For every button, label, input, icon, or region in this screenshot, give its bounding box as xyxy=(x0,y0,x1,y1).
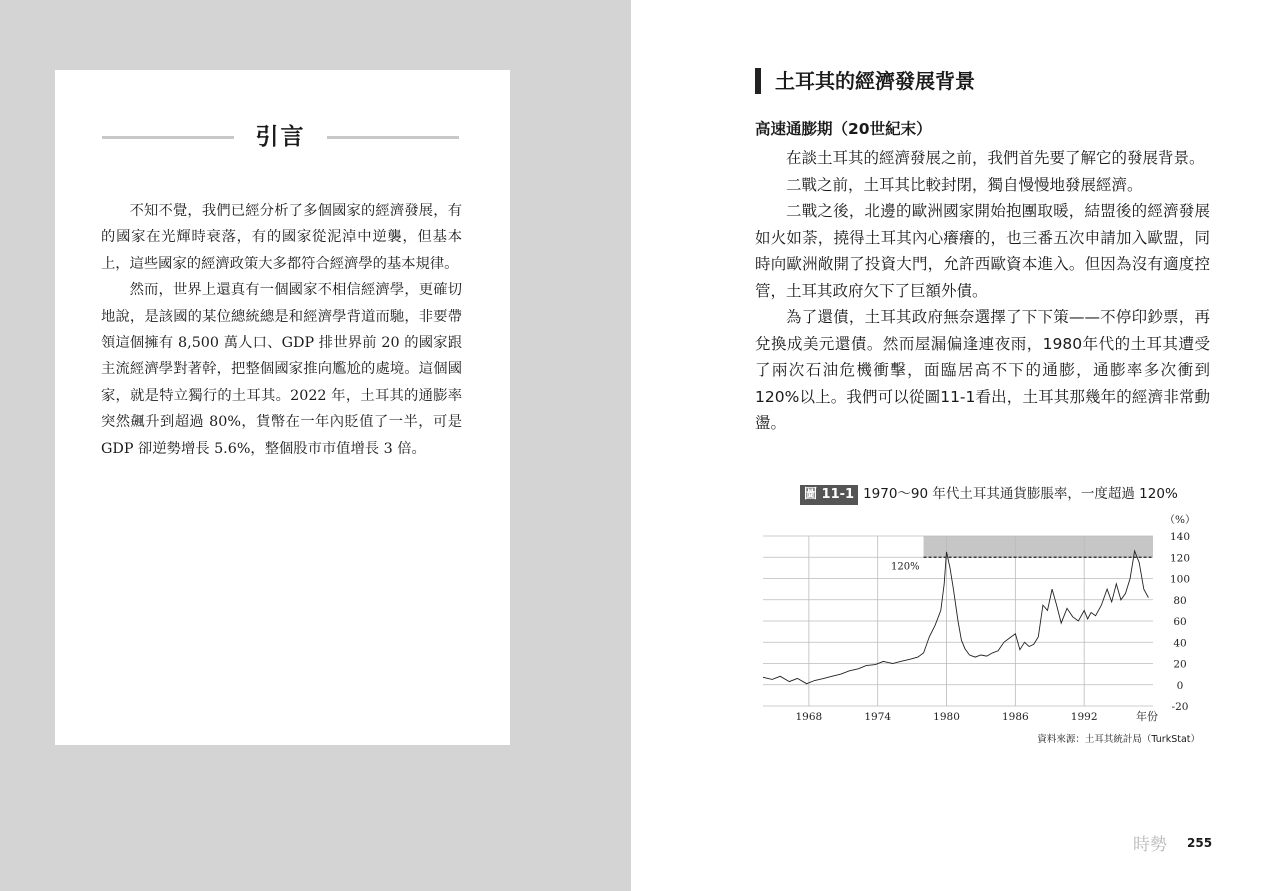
y-tick-label: 100 xyxy=(1169,573,1191,586)
y-tick-label: 40 xyxy=(1173,637,1187,650)
section-title: 土耳其的經濟發展背景 xyxy=(755,68,975,94)
intro-paragraph: 然而，世界上還真有一個國家不相信經濟學，更確切地說，是該國的某位總統總是和經濟學背道而馳，非要帶領這個擁有 8,500 萬人口、GDP 排世界前 20 的國家跟主流經濟學對著幹，把整個國家推向尷尬的處境。這個國家，就是特立獨行的土耳其。2022 年，土耳其的通膨率突然飆升到超過 80%，貨幣在一年內貶值了一半，可是 GDP 卻逆勢增長 5.6%，整個股市市值增長 3 倍。 xyxy=(101,282,462,457)
publisher-mark: 時勢 xyxy=(1133,835,1167,855)
x-tick-label: 1986 xyxy=(1001,711,1029,723)
x-tick-label: 1974 xyxy=(864,711,892,723)
intro-heading xyxy=(102,122,459,152)
section-subtitle: 高速通膨期（20世紀末） xyxy=(755,120,932,138)
figure-tag: 圖 11-1 xyxy=(800,485,858,505)
y-tick-label: -20 xyxy=(1171,701,1189,713)
y-axis-unit: （%） xyxy=(1164,514,1196,526)
figure-caption xyxy=(800,484,1220,505)
inflation-chart xyxy=(755,507,1215,729)
body-paragraph: 二戰之前，土耳其比較封閉，獨自慢慢地發展經濟。 xyxy=(786,175,1143,194)
x-tick-label: 1980 xyxy=(933,711,960,723)
y-tick-label: 80 xyxy=(1173,594,1187,607)
intro-body xyxy=(101,198,462,462)
figure-caption-text: 1970～90 年代土耳其通貨膨脹率，一度超過 120% xyxy=(863,486,1178,502)
heading-rule-right xyxy=(327,136,459,139)
threshold-band xyxy=(924,536,1153,557)
heading-rule-left xyxy=(102,136,234,139)
intro-paragraph: 不知不覺，我們已經分析了多個國家的經濟發展，有的國家在光輝時衰落，有的國家從泥淖中逆襲，但基本上，這些國家的經濟政策大多都符合經濟學的基本規律。 xyxy=(101,203,462,272)
page-number: 255 xyxy=(1187,836,1213,850)
x-axis-label: 年份 xyxy=(1136,710,1158,723)
threshold-label: 120% xyxy=(890,561,920,573)
intro-card xyxy=(55,70,510,745)
y-tick-label: 20 xyxy=(1173,658,1187,671)
body-paragraph: 在談土耳其的經濟發展之前，我們首先要了解它的發展背景。 xyxy=(786,149,1205,167)
section-body xyxy=(755,145,1210,437)
body-paragraph: 二戰之後，北邊的歐洲國家開始抱團取暖，結盟後的經濟發展如火如荼，撓得土耳其內心癢癢的，也三番五次申請加入歐盟，同時向歐洲敞開了投資大門，允許西歐資本進入。但因為沒有適度控管，土耳其政府欠下了巨額外債。 xyxy=(755,202,1210,300)
x-tick-label: 1992 xyxy=(1070,711,1098,723)
y-tick-label: 60 xyxy=(1173,616,1187,628)
y-tick-label: 120 xyxy=(1169,552,1191,565)
y-tick-label: 140 xyxy=(1169,531,1191,543)
x-tick-label: 1968 xyxy=(795,711,823,723)
body-paragraph: 為了還債，土耳其政府無奈選擇了下下策——不停印鈔票，再兌換成美元還債。然而屋漏偏逢連夜雨，1980年代的土耳其遭受了兩次石油危機衝擊，面臨居高不下的通膨，通膨率多次衝到120%以上。我們可以從圖11-1看出，土耳其那幾年的經濟非常動盪。 xyxy=(755,308,1210,432)
y-tick-label: 0 xyxy=(1176,679,1184,692)
intro-title: 引言 xyxy=(255,124,306,150)
figure-source: 資料來源：土耳其統計局（TurkStat） xyxy=(1037,734,1200,745)
